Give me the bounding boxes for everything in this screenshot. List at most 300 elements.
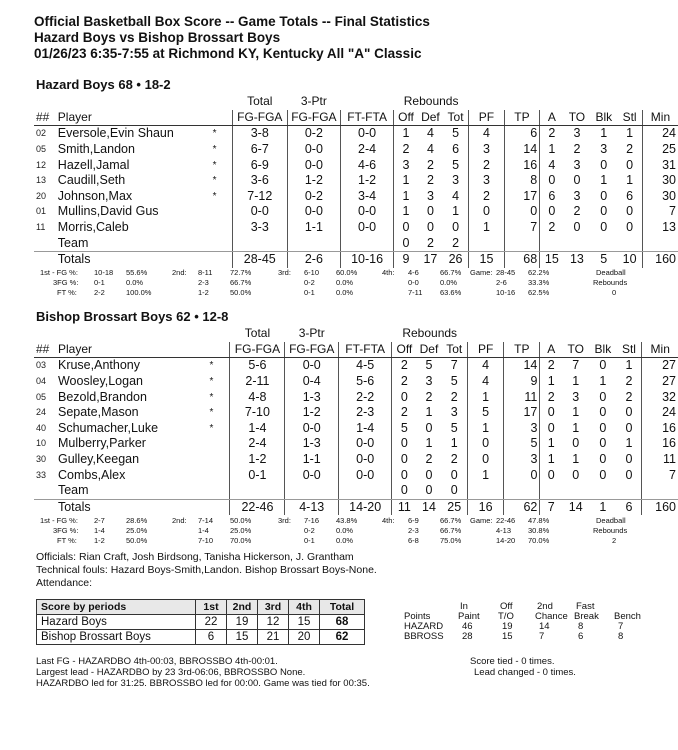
stat-fg: 0-0 xyxy=(232,204,287,220)
quarter-made-att: 2-3 xyxy=(198,278,209,287)
col-to: TO xyxy=(564,110,591,126)
stat-header: Bench xyxy=(614,611,641,622)
total-stl: 6 xyxy=(625,499,633,514)
spacer xyxy=(211,251,233,267)
stat-to: 2 xyxy=(573,204,581,219)
stat-value: 28 xyxy=(462,631,473,642)
col-blk: Blk xyxy=(589,342,616,358)
stat-fg: 7-12 xyxy=(232,189,287,205)
sbp-period: 22 xyxy=(196,615,227,630)
player-number: 10 xyxy=(36,438,47,449)
col-tp: TP xyxy=(504,342,540,358)
total-fg: 28-45 xyxy=(232,251,287,267)
player-number: 33 xyxy=(36,469,47,480)
stat-ft: 1-4 xyxy=(339,421,392,437)
quarter-pct: 60.0% xyxy=(336,268,358,277)
stat-team: BBROSS xyxy=(404,631,444,642)
team-tot: 0 xyxy=(441,483,467,499)
col-a: A xyxy=(540,342,562,358)
stat-off: 0 xyxy=(392,436,417,452)
stat-off: 1 xyxy=(394,126,418,142)
stat-blk: 0 xyxy=(599,405,607,420)
sbp-period: 12 xyxy=(258,615,289,630)
quarter-pct: 0.0% xyxy=(336,536,354,545)
stat-ft: 0-0 xyxy=(341,220,394,236)
sbp-total: 62 xyxy=(320,630,365,645)
player-number: 05 xyxy=(36,391,47,402)
col-ft: FT-FTA xyxy=(339,342,392,358)
stat-tp: 0 xyxy=(504,204,539,220)
stat-pf: 4 xyxy=(468,358,504,374)
stat-header: In xyxy=(460,601,468,612)
totals-label: Totals xyxy=(57,252,91,267)
quarter-pct: 0.0% xyxy=(126,278,144,287)
col-to: TO xyxy=(562,342,589,358)
stat-tot: 7 xyxy=(450,358,458,373)
stat-stl: 0 xyxy=(625,420,633,435)
stat-value: 46 xyxy=(462,621,473,632)
stat-header: Chance xyxy=(535,611,568,622)
spacer xyxy=(339,326,392,342)
total-pf: 16 xyxy=(468,499,504,515)
quarter-made-att: 2-6 xyxy=(496,278,507,287)
player-row xyxy=(34,358,678,374)
group-header-row xyxy=(34,326,678,342)
game-notes xyxy=(36,551,377,590)
team-label: Team xyxy=(56,483,208,499)
stat-ft: 1-2 xyxy=(341,173,394,189)
stat-fg3: 1-3 xyxy=(285,389,339,405)
stat-stl: 0 xyxy=(625,405,633,420)
stat-blk: 0 xyxy=(600,220,608,235)
total-fg: 22-46 xyxy=(230,499,285,515)
stat-fg3: 1-1 xyxy=(285,452,339,468)
spacer xyxy=(642,94,678,110)
sbp-period: 6 xyxy=(196,630,227,645)
quarter-pct: 47.8% xyxy=(528,516,550,525)
player-number: 04 xyxy=(36,376,47,387)
stat-to: 2 xyxy=(573,142,581,157)
stat-fg3: 1-2 xyxy=(285,405,339,421)
spacer xyxy=(208,483,230,499)
total-def: 14 xyxy=(422,499,436,514)
sbp-row xyxy=(37,630,365,645)
quarter-pct: 70.0% xyxy=(528,536,550,545)
sbp-header: Total xyxy=(320,600,365,615)
stat-fg3: 0-0 xyxy=(285,358,339,374)
stat-stl: 2 xyxy=(625,374,633,389)
stat-value: 15 xyxy=(502,631,513,642)
player-number: 20 xyxy=(36,190,47,201)
stat-stl: 0 xyxy=(626,157,634,172)
total-def: 17 xyxy=(423,252,438,267)
score-tied: Score tied - 0 times. xyxy=(470,656,555,667)
spacer xyxy=(540,326,562,342)
group-3ptr: 3-Ptr xyxy=(298,326,325,341)
player-row xyxy=(34,126,678,142)
stat-blk: 1 xyxy=(600,126,608,141)
stat-off: 1 xyxy=(394,189,418,205)
starter-mark: * xyxy=(209,422,214,434)
spacer xyxy=(56,326,208,342)
stat-fg: 3-3 xyxy=(232,220,287,236)
stat-blk: 1 xyxy=(599,374,607,389)
stat-tp: 16 xyxy=(504,157,539,173)
sbp-period: 19 xyxy=(227,615,258,630)
stat-def: 3 xyxy=(426,188,434,203)
team-def: 2 xyxy=(418,235,443,251)
stat-fg3: 0-0 xyxy=(287,142,340,158)
player-number: 40 xyxy=(36,422,47,433)
col-off: Off xyxy=(394,110,418,126)
quarter-pct: 0.0% xyxy=(440,278,458,287)
sbp-header: Score by periods xyxy=(37,600,196,615)
stat-min: 11 xyxy=(642,452,678,468)
stat-tot: 3 xyxy=(452,173,460,188)
spacer xyxy=(562,483,589,499)
stat-tot: 1 xyxy=(452,204,460,219)
total-tot: 25 xyxy=(447,499,462,514)
quarter-pct: 50.0% xyxy=(230,516,252,525)
stat-min: 30 xyxy=(642,189,678,205)
player-name: Sepate,Mason xyxy=(57,405,139,420)
team-off: 0 xyxy=(392,483,417,499)
quarter-made-att: 1-2 xyxy=(198,288,209,297)
total-off: 11 xyxy=(392,499,417,515)
spacer xyxy=(504,483,540,499)
col-player: Player xyxy=(56,110,211,126)
spacer xyxy=(617,94,642,110)
player-row xyxy=(34,157,678,173)
stat-to: 0 xyxy=(572,467,580,482)
spacer xyxy=(504,326,540,342)
stat-ft: 0-0 xyxy=(341,204,394,220)
spacer xyxy=(56,94,211,110)
deadball-label: Deadball xyxy=(596,268,626,277)
stat-to: 0 xyxy=(572,436,580,451)
quarter-label: 3rd: xyxy=(278,516,291,525)
stat-value: 8 xyxy=(578,621,584,632)
stat-fg: 7-10 xyxy=(230,405,285,421)
quarter-pct: 50.0% xyxy=(126,536,148,545)
spacer xyxy=(287,235,340,251)
quarter-made-att: 1-4 xyxy=(94,526,105,535)
sbp-team: Bishop Brossart Boys xyxy=(37,630,196,645)
total-min: 160 xyxy=(642,499,678,515)
player-row xyxy=(34,220,678,236)
stat-off: 2 xyxy=(392,358,417,374)
stat-tp: 14 xyxy=(504,142,539,158)
stat-stl: 0 xyxy=(626,204,634,219)
stat-to: 1 xyxy=(572,420,580,435)
group-rebounds: Rebounds xyxy=(403,94,459,109)
stat-blk: 3 xyxy=(600,142,608,157)
stat-off: 1 xyxy=(394,204,418,220)
stat-blk: 0 xyxy=(599,452,607,467)
game-info: 01/26/23 6:35-7:55 at Richmond KY, Kentucky All "A" Classic xyxy=(34,46,422,61)
stat-pf: 4 xyxy=(468,374,504,390)
deadball-value: 2 xyxy=(612,536,617,545)
stat-header: T/O xyxy=(498,611,514,622)
stat-stl: 0 xyxy=(625,452,633,467)
player-name: Bezold,Brandon xyxy=(57,389,147,404)
quarter-pct: 66.7% xyxy=(440,516,462,525)
spacer xyxy=(468,483,504,499)
team-row xyxy=(34,483,678,499)
stat-fg: 3-6 xyxy=(232,173,287,189)
fg-pct-label: 1st - FG %: xyxy=(40,268,78,277)
stat-ft: 3-4 xyxy=(341,189,394,205)
quarter-pct: 0.0% xyxy=(336,526,354,535)
quarter-pct: 70.0% xyxy=(230,536,252,545)
stat-ft: 0-0 xyxy=(341,126,394,142)
totals-row xyxy=(34,499,678,515)
team-def: 0 xyxy=(416,483,441,499)
stat-off: 2 xyxy=(394,142,418,158)
stat-pf: 2 xyxy=(469,157,504,173)
group-3ptr: 3-Ptr xyxy=(300,94,327,109)
spacer xyxy=(469,235,504,251)
stat-a: 1 xyxy=(540,142,564,158)
stat-stl: 0 xyxy=(625,467,633,482)
col-num: ## xyxy=(34,110,56,126)
stat-pf: 1 xyxy=(468,467,504,483)
stat-stl: 1 xyxy=(625,436,633,451)
stat-fg3: 0-0 xyxy=(287,204,340,220)
team-tot: 2 xyxy=(443,235,469,251)
group-total: Total xyxy=(247,94,273,109)
starter-mark: * xyxy=(212,128,217,140)
stat-blk: 0 xyxy=(599,420,607,435)
spacer xyxy=(562,326,589,342)
spacer xyxy=(642,483,678,499)
stat-a: 2 xyxy=(540,389,562,405)
team-label: Team xyxy=(56,235,211,251)
total-tp: 62 xyxy=(504,499,540,515)
stat-team: HAZARD xyxy=(404,621,444,632)
stat-tp: 3 xyxy=(504,452,540,468)
stat-fg3: 1-2 xyxy=(287,173,340,189)
column-header-row xyxy=(34,110,678,126)
stat-blk: 1 xyxy=(600,173,608,188)
stat-fg3: 0-0 xyxy=(285,421,339,437)
quarter-made-att: 10-16 xyxy=(496,288,516,297)
stat-def: 5 xyxy=(425,358,433,373)
stat-tot: 5 xyxy=(450,420,458,435)
quarter-made-att: 8-11 xyxy=(198,268,213,277)
group-total: Total xyxy=(244,326,271,341)
col-ft: FT-FTA xyxy=(341,110,394,126)
spacer xyxy=(34,251,56,267)
stat-tot: 5 xyxy=(452,157,460,172)
spacer xyxy=(617,235,642,251)
total-pf: 15 xyxy=(469,251,504,267)
total-blk: 5 xyxy=(600,252,608,267)
stat-off: 1 xyxy=(394,173,418,189)
spacer xyxy=(642,326,678,342)
stat-off: 3 xyxy=(394,157,418,173)
stat-pf: 5 xyxy=(468,405,504,421)
player-row xyxy=(34,204,678,220)
team-box-score xyxy=(34,94,678,268)
group-rebounds: Rebounds xyxy=(402,326,458,341)
col-off: Off xyxy=(392,342,417,358)
spacer xyxy=(590,235,617,251)
totals-label: Totals xyxy=(57,499,91,514)
ft-pct-label: FT %: xyxy=(57,536,77,545)
stat-a: 2 xyxy=(540,358,562,374)
total-ft: 10-16 xyxy=(341,251,394,267)
stat-fg: 4-8 xyxy=(230,389,285,405)
stat-min: 24 xyxy=(642,126,678,142)
starter-mark: * xyxy=(209,407,214,419)
stat-def: 2 xyxy=(425,389,433,404)
col-stl: Stl xyxy=(617,110,642,126)
quarter-made-att: 2-7 xyxy=(94,516,105,525)
col-tot: Tot xyxy=(441,342,467,358)
player-name: Eversole,Evin Shaun xyxy=(57,126,174,141)
spacer xyxy=(616,483,641,499)
stat-fg: 2-11 xyxy=(230,374,285,390)
quarter-made-att: 7-14 xyxy=(198,516,214,525)
stat-ft: 2-2 xyxy=(339,389,392,405)
col-pf: PF xyxy=(468,342,504,358)
quarter-pct: 63.6% xyxy=(440,288,462,297)
sbp-header: 3rd xyxy=(258,600,289,615)
stat-tot: 0 xyxy=(452,220,460,235)
stat-header: Points xyxy=(404,611,431,622)
stat-min: 27 xyxy=(642,374,678,390)
quarter-label: 4th: xyxy=(382,268,395,277)
col-fg3: FG-FGA xyxy=(285,342,339,358)
stat-to: 3 xyxy=(573,126,581,141)
starter-mark xyxy=(211,220,233,236)
quarter-pct: 62.5% xyxy=(528,288,550,297)
stat-def: 2 xyxy=(426,157,434,172)
stat-pf: 0 xyxy=(469,204,504,220)
quarter-pct: 0.0% xyxy=(336,278,354,287)
quarter-made-att: 6-10 xyxy=(304,268,320,277)
quarter-made-att: 10-18 xyxy=(94,268,114,277)
quarter-pct: 25.0% xyxy=(126,526,148,535)
quarter-pct: 100.0% xyxy=(126,288,152,297)
stat-tot: 5 xyxy=(452,126,460,141)
stat-ft: 4-5 xyxy=(339,358,392,374)
spacer xyxy=(540,483,562,499)
spacer xyxy=(504,94,539,110)
stat-ft: 2-4 xyxy=(341,142,394,158)
team-row xyxy=(34,235,678,251)
stat-fg3: 0-2 xyxy=(287,126,340,142)
sbp-period: 15 xyxy=(289,615,320,630)
stat-a: 4 xyxy=(540,157,564,173)
stat-off: 0 xyxy=(392,452,417,468)
stat-def: 2 xyxy=(426,173,434,188)
spacer xyxy=(564,235,591,251)
player-name: Gulley,Keegan xyxy=(57,452,140,467)
stat-value: 8 xyxy=(618,631,624,642)
stat-tp: 17 xyxy=(504,189,539,205)
quarter-pct: 66.7% xyxy=(230,278,252,287)
player-name: Woosley,Logan xyxy=(57,374,143,389)
starter-mark xyxy=(208,436,230,452)
player-row xyxy=(34,189,678,205)
stat-min: 7 xyxy=(642,467,678,483)
total-to: 14 xyxy=(568,499,583,514)
stat-to: 3 xyxy=(573,188,581,203)
spacer xyxy=(34,235,56,251)
stat-tp: 0 xyxy=(504,467,540,483)
spacer xyxy=(564,94,591,110)
stat-pf: 0 xyxy=(468,452,504,468)
stat-tp: 11 xyxy=(504,389,540,405)
stat-fg: 1-2 xyxy=(230,452,285,468)
spacer xyxy=(34,326,56,342)
report-title: Official Basketball Box Score -- Game Totals -- Final Statistics xyxy=(34,14,430,29)
stat-def: 1 xyxy=(425,405,433,420)
stat-ft: 4-6 xyxy=(341,157,394,173)
col-fg3: FG-FGA xyxy=(287,110,340,126)
group-header-row xyxy=(34,94,678,110)
technical-fouls: Technical fouls: Hazard Boys-Smith,Landon. Bishop Brossart Boys-None. xyxy=(36,564,377,576)
stat-off: 0 xyxy=(392,467,417,483)
spacer xyxy=(341,94,394,110)
stat-to: 0 xyxy=(573,173,581,188)
stat-tot: 2 xyxy=(450,389,458,404)
spacer xyxy=(341,235,394,251)
stat-ft: 0-0 xyxy=(339,452,392,468)
player-name: Mulberry,Parker xyxy=(57,436,146,451)
stat-blk: 0 xyxy=(599,467,607,482)
stat-off: 2 xyxy=(392,374,417,390)
player-row xyxy=(34,405,678,421)
team-off: 0 xyxy=(394,235,418,251)
player-number: 24 xyxy=(36,407,47,418)
spacer xyxy=(590,94,617,110)
stat-off: 5 xyxy=(392,421,417,437)
stat-a: 0 xyxy=(540,204,564,220)
stat-def: 4 xyxy=(426,142,434,157)
quarter-made-att: 0-1 xyxy=(94,278,105,287)
spacer xyxy=(589,326,616,342)
col-min: Min xyxy=(642,110,678,126)
stat-def: 0 xyxy=(426,204,434,219)
quarter-made-att: 1-2 xyxy=(94,536,105,545)
total-blk: 1 xyxy=(599,499,607,514)
sbp-row xyxy=(37,615,365,630)
stat-min: 27 xyxy=(642,358,678,374)
starter-mark: * xyxy=(212,144,217,156)
col-a: A xyxy=(540,110,564,126)
spacer xyxy=(540,94,564,110)
spacer xyxy=(211,94,233,110)
matchup: Hazard Boys vs Bishop Brossart Boys xyxy=(34,30,281,45)
stat-a: 1 xyxy=(540,436,562,452)
stat-tp: 14 xyxy=(504,358,540,374)
starter-mark: * xyxy=(209,376,214,388)
stat-to: 3 xyxy=(572,389,580,404)
deadball-label: Deadball xyxy=(596,516,626,525)
lead-changed: Lead changed - 0 times. xyxy=(474,667,576,678)
spacer xyxy=(211,235,233,251)
quarter-made-att: 7-16 xyxy=(304,516,320,525)
stat-to: 7 xyxy=(572,358,580,373)
stat-def: 0 xyxy=(425,467,433,482)
stat-pf: 1 xyxy=(469,220,504,236)
spacer xyxy=(469,94,504,110)
deadball-value: 0 xyxy=(612,288,617,297)
ft-pct-label: FT %: xyxy=(57,288,77,297)
